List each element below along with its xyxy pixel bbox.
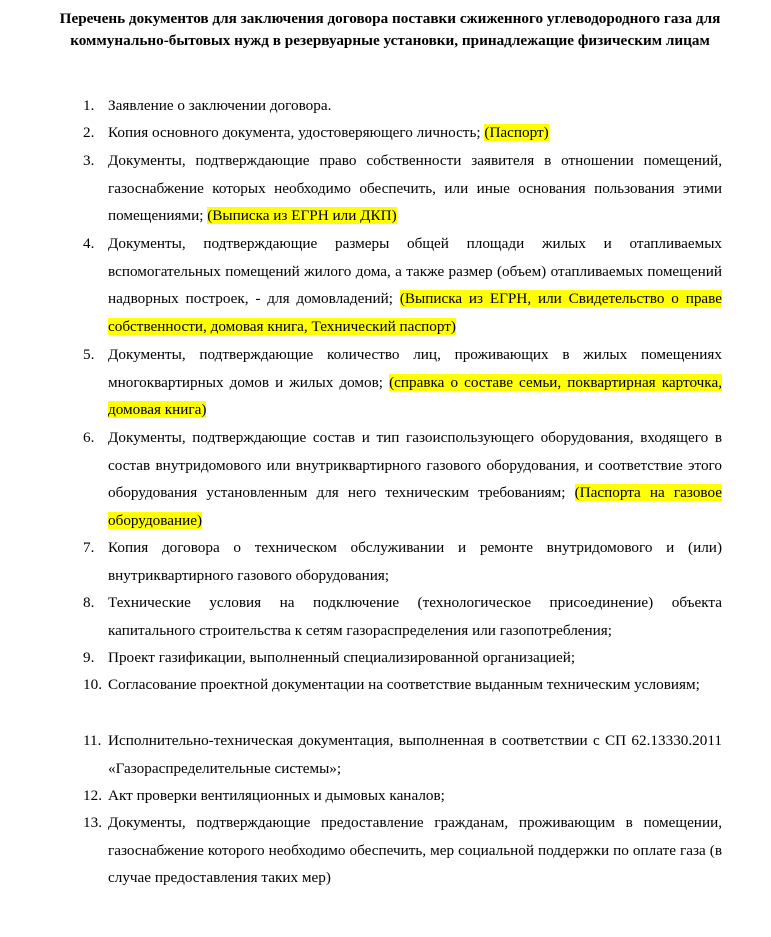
- item-number: 11.: [83, 732, 102, 749]
- item-text: [108, 809, 722, 892]
- item-body: Документы, подтверждающие размеры общей площади жилых и отапливаемых вспомогательных помещений жилого дома, а также размер (объем) отапливаемых помещений надворных построек, - для домовладений;: [108, 235, 722, 308]
- item-text: [108, 147, 722, 230]
- item-body: Согласование проектной документации на соответствие выданным техническим условиям;: [108, 676, 700, 693]
- item-number: 6.: [83, 429, 95, 446]
- item-body: Документы, подтверждающие право собственности заявителя в отношении помещений, газоснабжение которых необходимо обеспечить, или иные основания пользования этими помещениями;: [108, 152, 722, 225]
- highlighted-note: (справка о составе семьи, поквартирная карточка, домовая книга): [108, 373, 722, 419]
- item-text: [108, 119, 722, 147]
- item-body: Исполнительно-техническая документация, выполненная в соответствии с СП 62.13330.2011 «Газораспределительные системы»;: [108, 732, 722, 777]
- item-body: Акт проверки вентиляционных и дымовых каналов;: [108, 787, 445, 804]
- item-body: Документы, подтверждающие количество лиц, проживающих в жилых помещениях многоквартирных домов и жилых домов;: [108, 346, 722, 391]
- item-text: [108, 727, 722, 782]
- item-body: Документы, подтверждающие предоставление гражданам, проживающим в помещении, газоснабжение которого необходимо обеспечить, мер социальной поддержки по оплате газа (в случае предоставления таких мер): [108, 814, 722, 887]
- highlighted-note: (Паспорта на газовое оборудование): [108, 484, 722, 529]
- item-body: Заявление о заключении договора.: [108, 97, 332, 114]
- highlighted-note: (Выписка из ЕГРН, или Свидетельство о праве собственности, домовая книга, Технический паспорт): [108, 290, 722, 335]
- highlighted-note: (Паспорт): [484, 124, 549, 141]
- item-number: 8.: [83, 594, 95, 611]
- item-number: 2.: [83, 124, 95, 141]
- item-body: Документы, подтверждающие состав и тип газоиспользующего оборудования, входящего в состав внутридомового или внутриквартирного газового оборудования, и соответствие этого оборудования установленным для него техническим требованиям;: [108, 429, 722, 502]
- document-title: Перечень документов для заключения договора поставки сжиженного углеводородного газа для коммунально-бытовых нужд в резервуарные установки, принадлежащие физическим лицам: [59, 10, 721, 49]
- item-number: 4.: [83, 235, 95, 252]
- item-text: [108, 671, 722, 699]
- highlighted-note: (Выписка из ЕГРН или ДКП): [207, 207, 397, 225]
- item-text: [108, 534, 722, 589]
- item-text: [108, 230, 722, 340]
- item-body: Проект газификации, выполненный специализированной организацией;: [108, 649, 576, 666]
- item-body: Копия основного документа, удостоверяющего личность;: [108, 124, 481, 141]
- item-text: [108, 424, 722, 534]
- item-text: [108, 782, 722, 810]
- item-number: 13.: [83, 814, 102, 831]
- item-number: 5.: [83, 346, 95, 363]
- item-number: 7.: [83, 539, 95, 556]
- item-text: [108, 341, 722, 424]
- item-text: [108, 92, 722, 120]
- item-text: [108, 644, 722, 672]
- item-number: 3.: [83, 152, 95, 169]
- item-text: [108, 589, 722, 644]
- item-number: 10.: [83, 676, 102, 693]
- item-number: 1.: [83, 97, 95, 114]
- item-number: 9.: [83, 649, 95, 666]
- item-body: Технические условия на подключение (технологическое присоединение) объекта капитального строительства к сетям газораспределения или газопотребления;: [108, 594, 722, 639]
- item-number: 12.: [83, 787, 102, 804]
- item-body: Копия договора о техническом обслуживании и ремонте внутридомового и (или) внутриквартирного газового оборудования;: [108, 539, 722, 584]
